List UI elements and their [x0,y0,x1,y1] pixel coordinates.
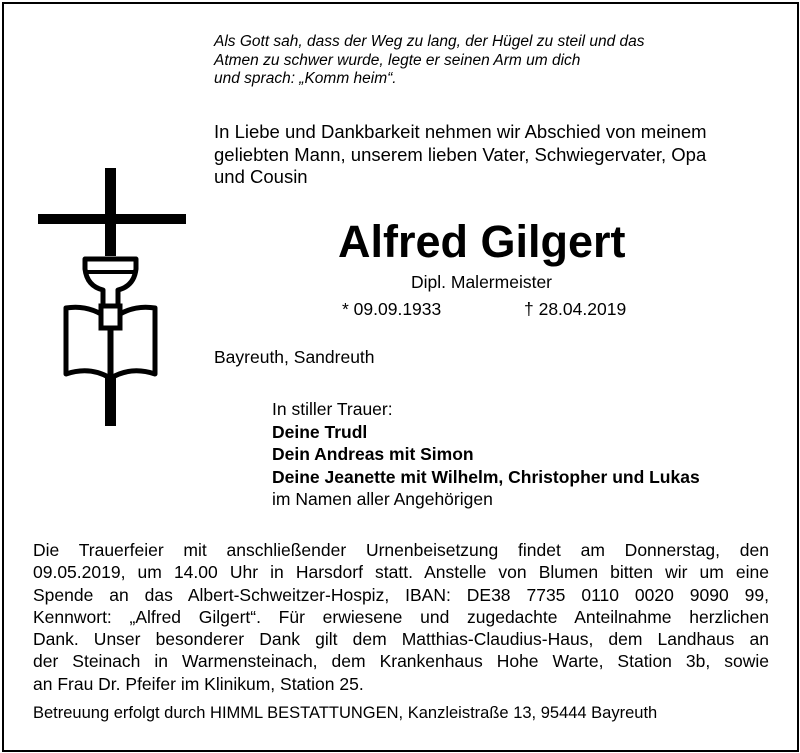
notice-line: Kennwort: „Alfred Gilgert“. Für erwiesene und zugedachte Anteilnahme herzlichen [33,606,769,627]
deceased-title: Dipl. Malermeister [411,272,552,292]
mourners-heading: In stiller Trauer: [272,399,393,419]
quote-block [214,33,645,89]
residence: Bayreuth, Sandreuth [214,347,375,367]
notice-line: an Frau Dr. Pfeifer im Klinikum, Station 25. [33,673,364,694]
mourner-name: Deine Trudl [272,421,368,442]
mourner-name: Deine Jeanette mit Wilhelm, Christopher und Lukas [272,466,700,487]
notice-line: 09.05.2019, um 14.00 Uhr in Harsdorf statt. Anstelle von Blumen bitten wir um eine [33,562,769,583]
notice-line: Spende an das Albert-Schweitzer-Hospiz, IBAN: DE38 7735 0110 0020 9090 99, [33,584,769,605]
intro-line: In Liebe und Dankbarkeit nehmen wir Abschied von meinem [214,121,707,142]
birth-date: * 09.09.1933 [342,299,442,319]
intro-line: und Cousin [214,166,308,187]
funeral-home-footer: Betreuung erfolgt durch HIMML BESTATTUNGEN, Kanzleistraße 13, 95444 Bayreuth [33,704,658,722]
notice-line: Dank. Unser besonderer Dank gilt dem Matthias-Claudius-Haus, dem Landhaus an [33,629,769,650]
quote-line: Atmen zu schwer wurde, legte er seinen Arm um dich [214,51,581,69]
notice-line: der Steinach in Warmensteinach, dem Krankenhaus Hohe Warte, Station 3b, sowie [33,651,769,672]
death-date: † 28.04.2019 [524,299,627,319]
mourners-closing: im Namen aller Angehörigen [272,489,493,509]
deceased-name: Alfred Gilgert [338,216,626,267]
intro-block [214,121,707,189]
quote-line: und sprach: „Komm heim“. [214,70,397,87]
mourner-name: Dein Andreas mit Simon [272,444,474,464]
quote-line: Als Gott sah, dass der Weg zu lang, der Hügel zu steil und das [214,33,645,50]
funeral-notice [33,539,769,695]
cross-chalice-book-icon [38,168,188,433]
intro-line: geliebten Mann, unserem lieben Vater, Schwiegervater, Opa [214,143,707,165]
notice-line: Die Trauerfeier mit anschließender Urnenbeisetzung findet am Donnerstag, den [33,540,769,560]
mourners-block [272,398,700,511]
